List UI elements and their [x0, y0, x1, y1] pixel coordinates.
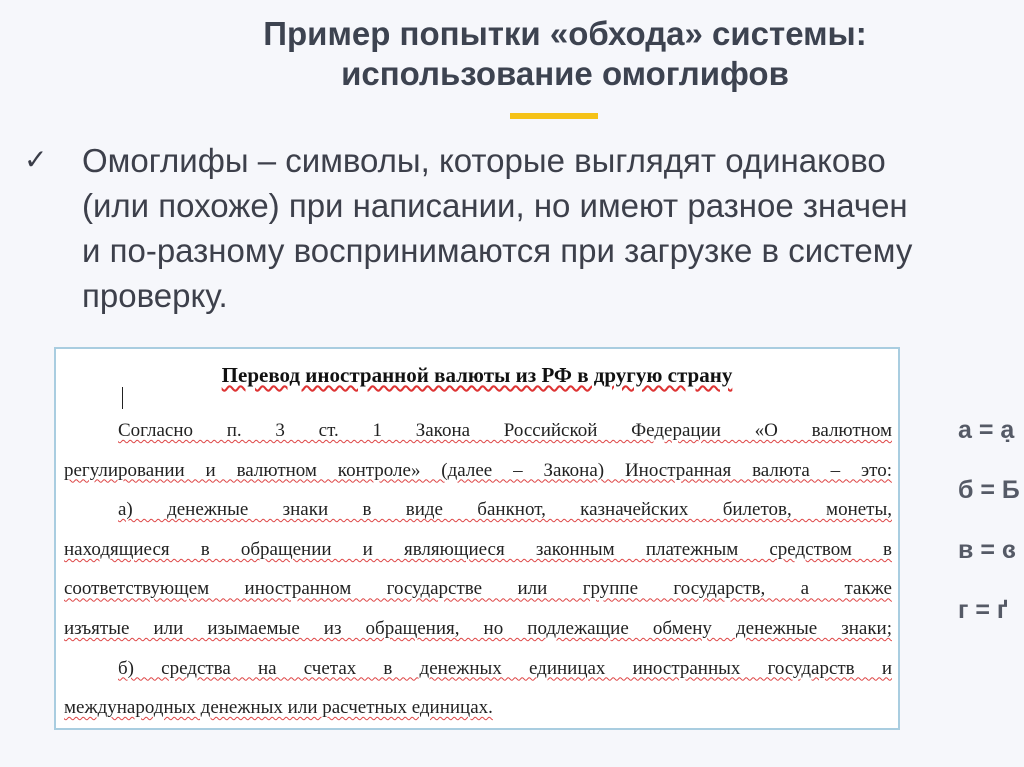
document-body — [64, 411, 892, 728]
document-excerpt — [54, 347, 900, 730]
mapping-row: а = ạ — [958, 416, 1015, 444]
document-line: изъятые или изымаемые из обращения, но подлежащие обмену денежные знаки; — [64, 617, 892, 639]
mapping-row: г = ґ — [958, 596, 1009, 624]
slide-title-line-2: использование омоглифов — [341, 55, 789, 92]
homoglyph-mapping — [958, 410, 1020, 650]
bullet-line: Омоглифы – символы, которые выглядят одинаково — [82, 142, 886, 179]
slide-title-line-1: Пример попытки «обхода» системы: — [263, 15, 867, 52]
document-title: Перевод иностранной валюты из РФ в другую страну — [221, 363, 733, 387]
document-line: б) средства на счетах в денежных единицах иностранных государств и — [118, 657, 892, 679]
document-line: регулировании и валютном контроле» (далее – Закона) Иностранная валюта – это: — [64, 459, 892, 481]
mapping-row: в = ɞ — [958, 536, 1017, 564]
document-line: международных денежных или расчетных единицах. — [64, 697, 493, 719]
text-cursor — [122, 387, 123, 409]
bullet-line: и по-разному воспринимаются при загрузке в систему — [82, 232, 913, 269]
document-line: находящиеся в обращении и являющиеся законным платежным средством в — [64, 538, 892, 560]
document-line: соответствующем иностранном государстве или группе государств, а также — [64, 578, 892, 600]
document-line: а) денежные знаки в виде банкнот, казначейских билетов, монеты, — [118, 499, 892, 521]
bullet-line: (или похоже) при написании, но имеют разное значен — [82, 187, 908, 224]
checkmark-icon: ✓ — [24, 143, 48, 176]
bullet-text — [82, 138, 1024, 318]
mapping-row: б = Ƃ — [958, 476, 1020, 504]
bullet-line: проверку. — [82, 277, 228, 314]
slide-title — [0, 14, 1024, 94]
title-accent-bar — [510, 113, 598, 119]
document-line: Согласно п. 3 ст. 1 Закона Российской Федерации «О валютном — [118, 420, 892, 441]
